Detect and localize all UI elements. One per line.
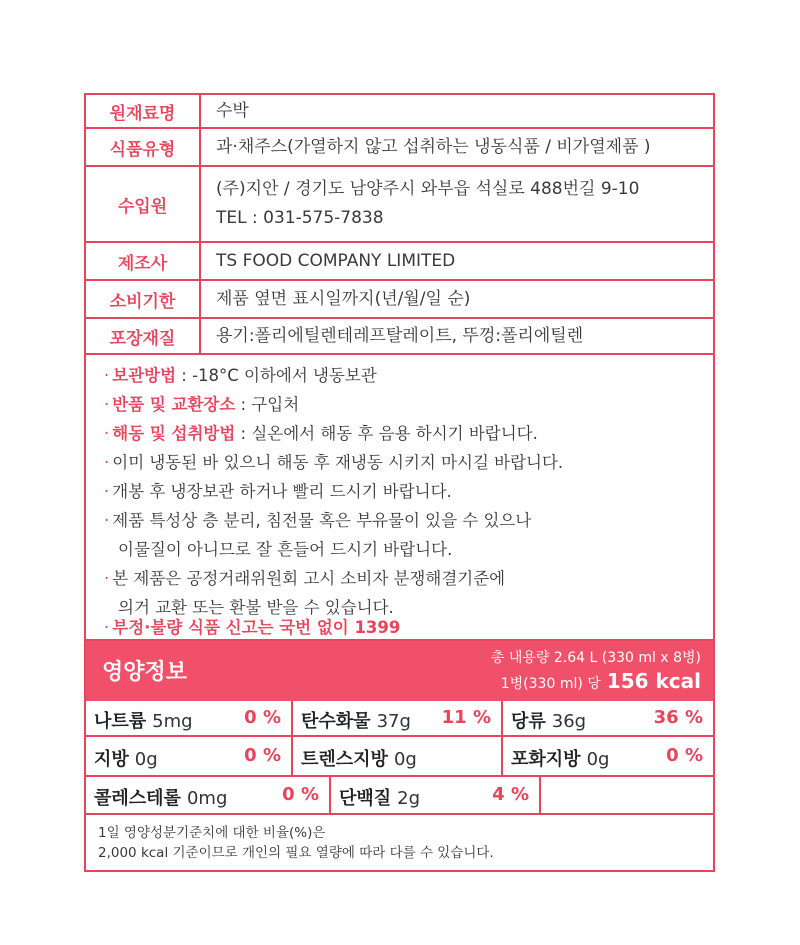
nutrient-amount: 0mg [186,788,228,809]
info-value [216,95,703,127]
nutrient-name [511,707,586,733]
note-text: : 구입처 [235,395,300,414]
info-label: 원재료명 [86,95,201,127]
note-storage [104,361,377,390]
nutrient-carb [293,701,503,735]
info-row-expiry [86,281,713,319]
info-row-packaging [86,319,713,355]
info-row-manufacturer [86,243,713,281]
nutrition-row-2 [86,737,713,777]
nutrient-amount: 37g [376,711,411,732]
nutrient-percent: 11 % [441,707,491,728]
serving-size: 1병(330 ml) 당 [500,676,601,692]
nutrient-label: 콜레스테롤 [94,788,181,809]
note-text: 이미 냉동된 바 있으니 해동 후 재냉동 시키지 마시길 바랍니다. [112,453,564,472]
nutrient-percent: 0 % [244,707,281,728]
nutrient-cholesterol [86,777,331,813]
nutrient-label: 나트륨 [94,711,147,732]
bullet-icon: · [104,618,110,637]
nutrient-label: 포화지방 [511,749,581,770]
nutrient-name [94,707,193,733]
info-value [216,129,703,165]
note-label: 보관방법 [112,366,177,385]
nutrient-label: 트렌스지방 [301,749,388,770]
nutrition-total: 총 내용량 2.64 L (330 ml x 8병) [490,650,701,666]
note-thaw [104,419,538,448]
nutrient-percent: 36 % [653,707,703,728]
nutrition-row-3 [86,777,713,815]
nutrient-label: 당류 [511,711,546,732]
note-text: : 실온에서 해동 후 음용 하시기 바랍니다. [235,424,538,443]
nutrient-amount: 0g [134,749,158,770]
note-sediment [104,506,531,535]
nutrient-fat [86,737,293,775]
nutrient-amount: 0g [393,749,417,770]
bullet-icon: · [104,482,110,501]
nutrient-sugar [503,701,713,735]
info-value [216,281,703,317]
nutrient-sat-fat [503,737,713,775]
info-value [216,319,703,353]
note-text: 이물질이 아니므로 잘 흔들어 드시기 바랍니다. [118,540,453,559]
note-refreeze [104,448,563,477]
bullet-icon: · [104,511,110,530]
info-label: 식품유형 [86,129,201,165]
note-label: 반품 및 교환장소 [112,395,236,414]
calories: 156 kcal [606,669,701,693]
nutrient-trans-fat [293,737,503,775]
bullet-icon: · [104,395,110,414]
note-text: 제품 특성상 층 분리, 침전물 혹은 부유물이 있을 수 있으나 [112,511,532,530]
info-value-line: TS FOOD COMPANY LIMITED [216,250,456,271]
info-value-line: 과·채주스(가열하지 않고 섭취하는 냉동식품 / 비가열제품 ) [216,136,651,157]
info-value-line: TEL : 031-575-7838 [216,208,384,228]
notes-section [86,355,713,641]
info-label: 제조사 [86,243,201,279]
nutrient-amount: 0g [586,749,610,770]
note-label: 부정·불량 식품 신고는 국번 없이 1399 [112,618,401,637]
nutrition-title: 영양정보 [102,660,188,685]
nutrient-percent: 0 % [282,784,319,805]
note-label: 해동 및 섭취방법 [112,424,236,443]
note-report [104,613,400,642]
nutrient-amount: 36g [551,711,587,732]
nutrient-percent: 4 % [492,784,529,805]
note-text: 의거 교환 또는 환불 받을 수 있습니다. [118,598,394,617]
info-label: 소비기한 [86,281,201,317]
info-label: 수입원 [86,167,201,241]
bullet-icon: · [104,569,110,588]
nutrient-name [94,784,227,810]
info-row-food-type [86,129,713,167]
note-dispute [104,564,505,593]
nutrient-label: 탄수화물 [301,711,371,732]
nutrient-label: 단백질 [339,788,392,809]
note-sediment-cont [104,535,452,564]
note-after-open [104,477,452,506]
note-text: 개봉 후 냉장보관 하거나 빨리 드시기 바랍니다. [112,482,452,501]
nutrient-amount: 5mg [152,711,193,732]
nutrient-name [339,784,420,810]
bullet-icon: · [104,424,110,443]
info-value-line: 제품 옆면 표시일까지(년/월/일 순) [216,288,471,309]
info-row-ingredients [86,95,713,129]
nutrient-amount: 2g [397,788,421,809]
footnote-line: 1일 영양성분기준치에 대한 비율(%)은 [98,825,326,841]
nutrient-name [511,745,609,771]
nutrition-footnote [98,823,494,863]
footnote-line: 2,000 kcal 기준이므로 개인의 필요 열량에 따라 다를 수 있습니다. [98,845,494,861]
nutrition-per-serving [501,669,701,693]
product-label-table [84,93,715,872]
nutrient-name [94,745,158,771]
nutrient-percent: 0 % [666,745,703,766]
note-return [104,390,299,419]
nutrient-percent: 0 % [244,745,281,766]
info-row-importer [86,167,713,243]
info-value-line: 수박 [216,100,249,121]
info-value-line: 용기:폴리에틸렌테레프탈레이트, 뚜껑:폴리에틸렌 [216,325,584,346]
nutrient-name [301,707,411,733]
nutrient-label: 지방 [94,749,129,770]
info-value [216,243,703,279]
info-value [216,167,703,241]
nutrition-row-1 [86,701,713,737]
nutrient-name [301,745,417,771]
bullet-icon: · [104,453,110,472]
note-text: 본 제품은 공정거래위원회 고시 소비자 분쟁해결기준에 [112,569,506,588]
nutrient-protein [331,777,541,813]
nutrition-header [86,641,713,701]
nutrient-sodium [86,701,293,735]
bullet-icon: · [104,366,110,385]
note-text: : -18°C 이하에서 냉동보관 [176,366,377,385]
info-value-line: (주)지안 / 경기도 남양주시 와부읍 석실로 488번길 9-10 [216,179,640,199]
info-label: 포장재질 [86,319,201,353]
